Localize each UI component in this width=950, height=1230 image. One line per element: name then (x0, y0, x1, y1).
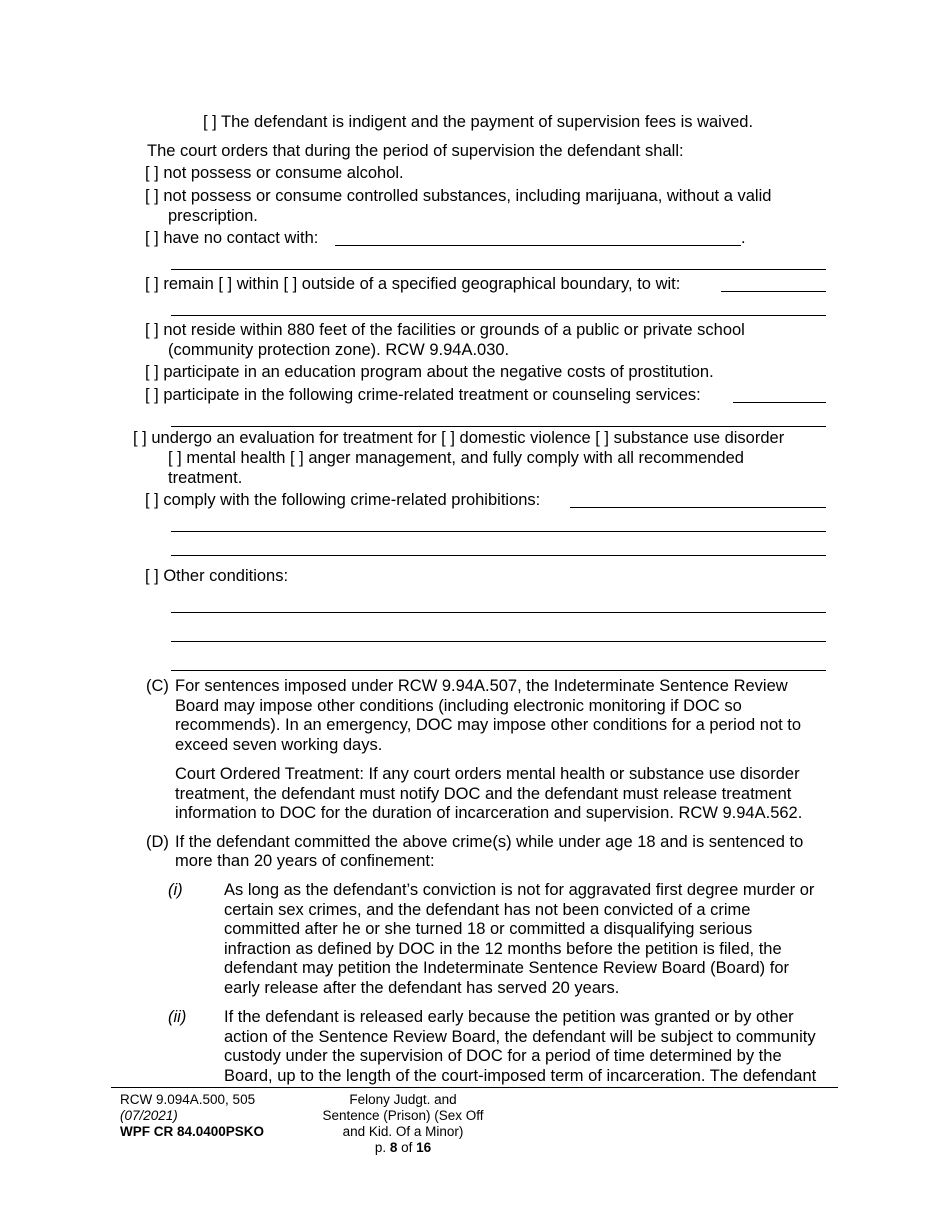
page-total: 16 (416, 1140, 432, 1155)
boundary-blank-2[interactable] (171, 315, 826, 316)
footer-title: and Kid. Of a Minor) (342, 1124, 464, 1139)
no-contact-blank[interactable] (335, 245, 741, 246)
section-c-text: For sentences imposed under RCW 9.94A.507, the Indeterminate Sentence Review (175, 677, 788, 695)
item-i-text: As long as the defendant’s conviction is not for aggravated first degree murder or (224, 881, 815, 899)
prohibitions-blank-2[interactable] (171, 531, 826, 532)
other-blank-1[interactable] (171, 612, 826, 613)
condition-controlled-substances: [ ] not possess or consume controlled substances, including marijuana, without a valid (145, 187, 772, 205)
treatment-services-blank[interactable] (733, 402, 826, 403)
condition-no-reside-cont: (community protection zone). RCW 9.94A.030. (168, 341, 510, 359)
section-c-label: (C) (146, 677, 169, 695)
footer-date: (07/2021) (120, 1108, 178, 1123)
treatment-services-blank-2[interactable] (171, 426, 826, 427)
item-ii-text: custody under the supervision of DOC for a period of time determined by the (224, 1047, 782, 1065)
footer-form-number: WPF CR 84.0400PSKO (120, 1124, 265, 1139)
condition-education: [ ] participate in an education program about the negative costs of prostitution. (145, 363, 714, 381)
condition-alcohol: [ ] not possess or consume alcohol. (145, 164, 404, 182)
section-d-intro: If the defendant committed the above crime(s) while under age 18 and is sentenced to (175, 833, 804, 851)
item-ii-text: action of the Sentence Review Board, the defendant will be subject to community (224, 1028, 816, 1046)
condition-evaluation: [ ] undergo an evaluation for treatment for [ ] domestic violence [ ] substance use disorder (133, 429, 785, 447)
no-contact-blank-2[interactable] (171, 269, 826, 270)
court-ordered-treatment-text: treatment, the defendant must notify DOC and the defendant must release treatment (175, 785, 792, 803)
section-c-text: recommends). In an emergency, DOC may impose other conditions for a period not to (175, 716, 802, 734)
item-i-text: infraction as defined by DOC in the 12 months before the petition is filed, the (224, 940, 782, 958)
page-prefix: p. (374, 1140, 387, 1155)
condition-other: [ ] Other conditions: (145, 567, 289, 585)
item-ii-label: (ii) (168, 1008, 187, 1026)
section-d-label: (D) (146, 833, 169, 851)
condition-no-reside: [ ] not reside within 880 feet of the facilities or grounds of a public or private school (145, 321, 745, 339)
item-ii-text: Board, up to the length of the court-imposed term of incarceration. The defendant (224, 1067, 817, 1085)
other-blank-2[interactable] (171, 641, 826, 642)
section-c-text: exceed seven working days. (175, 736, 383, 754)
condition-evaluation-cont: [ ] mental health [ ] anger management, and fully comply with all recommended (168, 449, 744, 467)
condition-treatment-services: [ ] participate in the following crime-related treatment or counseling services: (145, 386, 701, 404)
condition-no-contact: [ ] have no contact with: (145, 229, 319, 247)
condition-prohibitions: [ ] comply with the following crime-related prohibitions: (145, 491, 541, 509)
section-c-text: Board may impose other conditions (including electronic monitoring if DOC so (175, 697, 742, 715)
condition-remain-boundary: [ ] remain [ ] within [ ] outside of a specified geographical boundary, to wit: (145, 275, 681, 293)
other-blank-3[interactable] (171, 670, 826, 671)
item-i-text: early release after the defendant has served 20 years. (224, 979, 620, 997)
footer-rcw: RCW 9.094A.500, 505 (120, 1092, 256, 1107)
indigent-waiver-line: [ ] The defendant is indigent and the payment of supervision fees is waived. (203, 113, 754, 131)
item-i-text: certain sex crimes, and the defendant has not been convicted of a crime (224, 901, 751, 919)
footer-page-number (303, 1140, 503, 1157)
item-i-text: defendant may petition the Indeterminate Sentence Review Board (Board) for (224, 959, 789, 977)
court-ordered-treatment-text: Court Ordered Treatment: If any court orders mental health or substance use disorder (175, 765, 800, 783)
court-ordered-treatment-text: information to DOC for the duration of incarceration and supervision. RCW 9.94A.562. (175, 804, 803, 822)
footer-divider (111, 1087, 838, 1088)
item-i-text: committed after he or she turned 18 or committed a disqualifying serious (224, 920, 753, 938)
no-contact-period: . (741, 229, 746, 247)
item-ii-text: If the defendant is released early because the petition was granted or by other (224, 1008, 794, 1026)
item-i-label: (i) (168, 881, 183, 899)
prohibitions-blank[interactable] (570, 507, 826, 508)
prohibitions-blank-3[interactable] (171, 555, 826, 556)
condition-controlled-substances-cont: prescription. (168, 207, 258, 225)
condition-evaluation-cont-2: treatment. (168, 469, 243, 487)
section-d-intro: more than 20 years of confinement: (175, 852, 435, 870)
boundary-blank[interactable] (721, 291, 826, 292)
footer-title: Sentence (Prison) (Sex Off (322, 1108, 484, 1123)
footer-title: Felony Judgt. and (349, 1092, 457, 1107)
page-current: 8 (389, 1140, 398, 1155)
court-orders-intro: The court orders that during the period of supervision the defendant shall: (147, 142, 684, 160)
page-of: of (401, 1140, 413, 1155)
